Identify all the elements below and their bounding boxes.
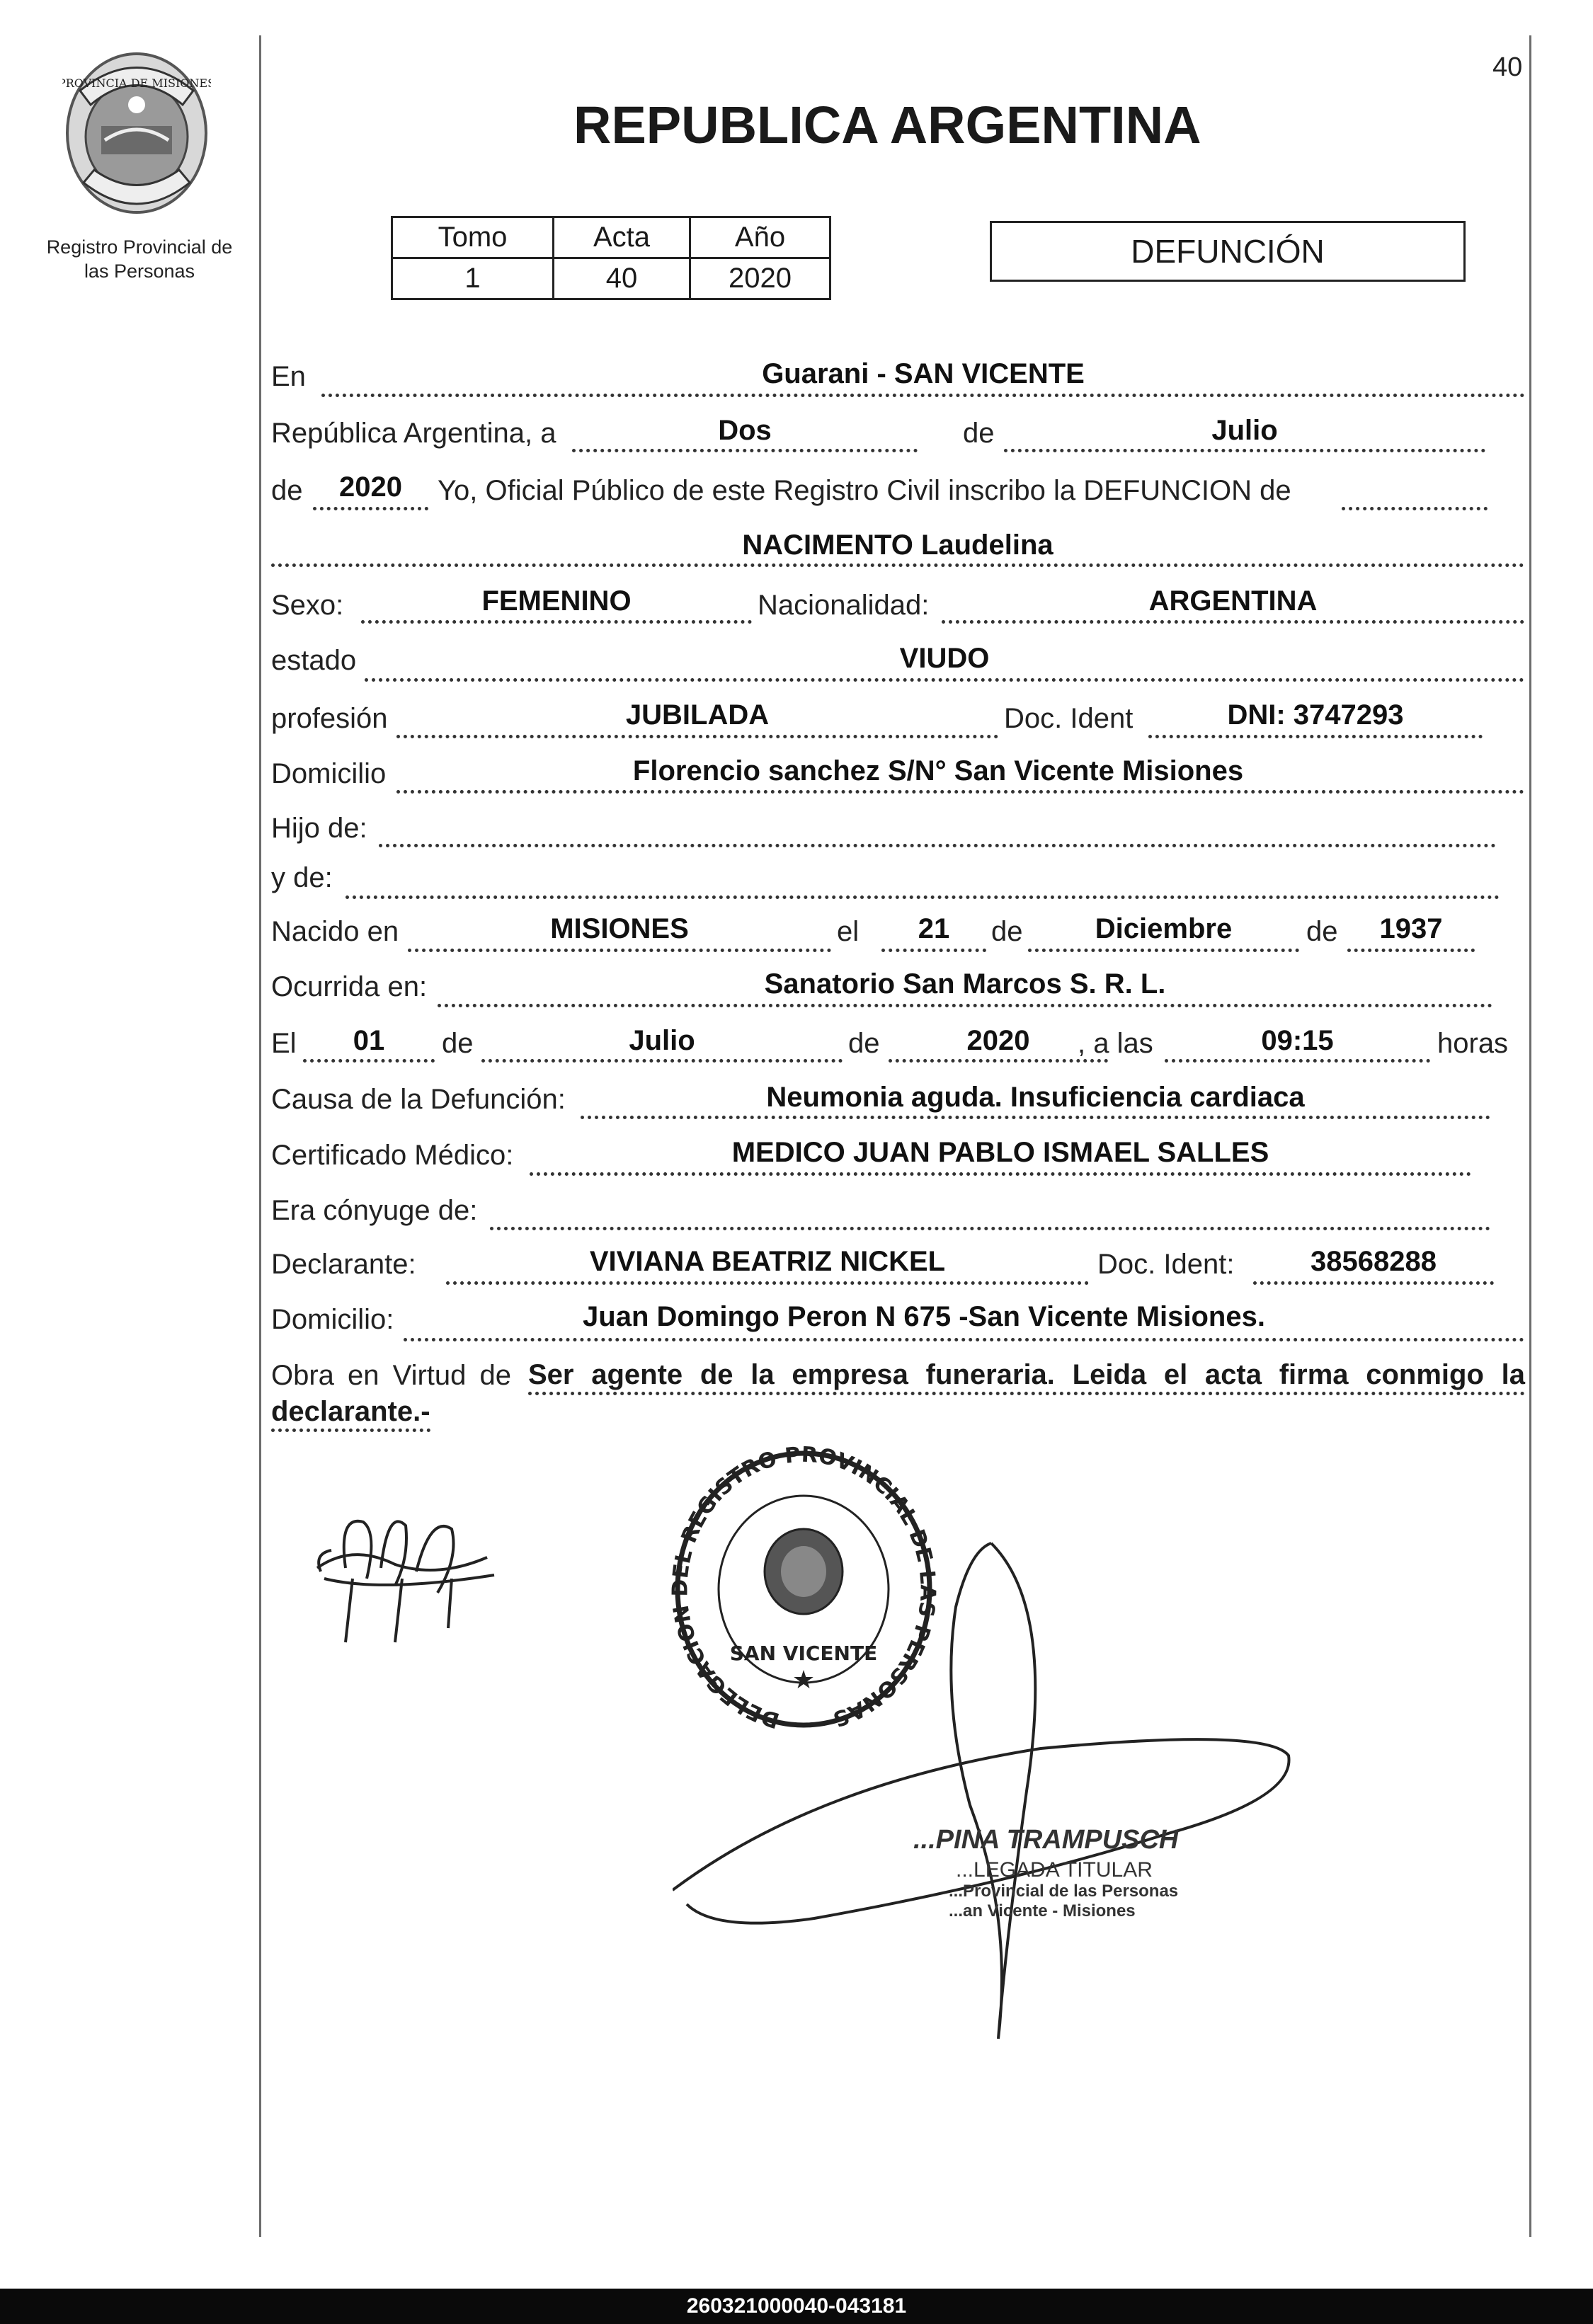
svg-text:SAN VICENTE: SAN VICENTE	[729, 1642, 878, 1665]
official-name: ...PINA TRAMPUSCH	[913, 1825, 1179, 1855]
value-causa: Neumonia aguda. Insuficiencia cardiaca	[766, 1082, 1305, 1113]
value-mes: Julio	[1211, 415, 1278, 446]
registry-name-line1: Registro Provincial de	[46, 236, 233, 258]
label-a-las: , a las	[1078, 1028, 1153, 1059]
value-obra-line1: Ser agente de la empresa funeraria. Leida el acta firma conmigo la	[528, 1361, 1525, 1395]
registry-name-line2: las Personas	[84, 261, 195, 282]
dots-fallec-anio	[889, 1059, 1108, 1063]
svg-text:PROVINCIA DE MISIONES: PROVINCIA DE MISIONES	[62, 76, 211, 90]
label-nacionalidad: Nacionalidad:	[758, 590, 930, 621]
label-en: En	[271, 361, 306, 392]
dots-conyuge	[490, 1227, 1490, 1230]
value-profesion: JUBILADA	[625, 699, 770, 731]
label-certificado: Certificado Médico:	[271, 1140, 514, 1171]
svg-text:DELEGACION DEL REGISTRO PROVIN: DELEGACION DEL REGISTRO PROVINCIAL DE LAS PERSONAS	[669, 1444, 938, 1733]
footer-code: 260321000040-043181	[0, 2289, 1593, 2324]
value-certificado: MEDICO JUAN PABLO ISMAEL SALLES	[731, 1137, 1269, 1168]
dots-domicilio	[396, 790, 1524, 794]
dots-anio	[313, 507, 428, 510]
left-margin-line	[259, 35, 261, 2237]
declarant-signature	[310, 1501, 508, 1649]
dots-nacido-lugar	[408, 949, 831, 952]
dots-ocurrida-en	[438, 1004, 1492, 1007]
right-margin-line	[1529, 35, 1531, 2237]
table-header-acta: Acta	[554, 217, 690, 258]
dots-declarante	[446, 1281, 1089, 1285]
official-title: ...LEGADA TITULAR	[956, 1858, 1153, 1882]
value-nacido-anio: 1937	[1379, 913, 1443, 944]
dots-hijo-de	[379, 844, 1496, 847]
label-de-3: de	[991, 916, 1023, 947]
label-doc-ident: Doc. Ident	[1004, 703, 1134, 734]
dots-trailing-row3	[1342, 507, 1488, 510]
record-table	[391, 216, 831, 300]
value-fallec-hora: 09:15	[1261, 1025, 1334, 1056]
dots-causa	[581, 1116, 1490, 1119]
label-republica: República Argentina, a	[271, 418, 556, 449]
label-de-4: de	[1306, 916, 1338, 947]
dots-declarante-domicilio	[404, 1338, 1524, 1341]
label-nacido-en: Nacido en	[271, 916, 399, 947]
value-dia: Dos	[718, 415, 772, 446]
dots-nacionalidad	[942, 620, 1524, 624]
country-title: REPUBLICA ARGENTINA	[573, 96, 1201, 154]
official-office-line2: ...an Vicente - Misiones	[949, 1901, 1136, 1921]
value-sexo: FEMENINO	[481, 585, 632, 617]
dots-certificado	[530, 1172, 1471, 1176]
label-profesion: profesión	[271, 703, 388, 734]
table-header-tomo: Tomo	[392, 217, 554, 258]
label-domicilio: Domicilio	[271, 758, 387, 789]
value-estado: VIUDO	[899, 643, 990, 674]
dots-fallec-dia	[303, 1059, 435, 1063]
value-declarante-doc: 38568288	[1311, 1246, 1437, 1277]
dots-nombre	[271, 563, 1524, 567]
value-lugar: Guarani - SAN VICENTE	[762, 358, 1085, 389]
dots-dia	[572, 449, 918, 452]
value-nacido-lugar: MISIONES	[550, 913, 689, 944]
label-estado: estado	[271, 645, 357, 676]
table-value-tomo: 1	[392, 258, 554, 299]
label-hijo-de: Hijo de:	[271, 813, 367, 844]
table-value-anio: 2020	[690, 258, 830, 299]
dots-dni	[1148, 735, 1483, 738]
svg-text:★: ★	[792, 1666, 816, 1695]
label-declarante: Declarante:	[271, 1249, 416, 1280]
value-declarante: VIVIANA BEATRIZ NICKEL	[589, 1246, 946, 1277]
dots-y-de	[346, 895, 1500, 899]
page-number: 40	[1492, 52, 1523, 82]
dots-mes	[1004, 449, 1485, 452]
value-nacionalidad: ARGENTINA	[1148, 585, 1318, 617]
label-de-2: de	[271, 475, 303, 506]
label-de-5: de	[442, 1028, 474, 1059]
dots-lugar	[321, 394, 1525, 397]
value-domicilio: Florencio sanchez S/N° San Vicente Misiones	[632, 755, 1244, 786]
dots-fallec-hora	[1165, 1059, 1430, 1063]
value-anio: 2020	[339, 471, 402, 503]
dots-nacido-mes	[1028, 949, 1299, 952]
official-signature	[673, 1522, 1310, 2053]
label-obra: Obra en Virtud de	[271, 1360, 512, 1391]
label-doc-ident-2: Doc. Ident:	[1097, 1249, 1235, 1280]
value-fallec-mes: Julio	[629, 1025, 695, 1056]
label-horas: horas	[1437, 1028, 1509, 1059]
label-el: el	[837, 916, 860, 947]
label-causa: Causa de la Defunción:	[271, 1084, 566, 1115]
dots-profesion	[396, 735, 998, 738]
value-declarante-domicilio: Juan Domingo Peron N 675 -San Vicente Misiones.	[583, 1301, 1265, 1332]
label-domicilio-2: Domicilio:	[271, 1304, 394, 1335]
value-nacido-mes: Diciembre	[1095, 913, 1233, 944]
value-nacido-dia: 21	[918, 913, 950, 944]
table-value-acta: 40	[554, 258, 690, 299]
label-sexo: Sexo:	[271, 590, 344, 621]
label-el-cap: El	[271, 1028, 297, 1059]
label-ocurrida-en: Ocurrida en:	[271, 971, 428, 1002]
value-nombre: NACIMENTO Laudelina	[742, 530, 1054, 561]
label-de-6: de	[848, 1028, 880, 1059]
table-header-anio: Año	[690, 217, 830, 258]
dots-nacido-dia	[881, 949, 986, 952]
label-y-de: y de:	[271, 862, 333, 893]
document-type-box: DEFUNCIÓN	[990, 221, 1466, 282]
dots-fallec-mes	[481, 1059, 843, 1063]
province-seal	[62, 48, 211, 218]
value-fallec-anio: 2020	[966, 1025, 1030, 1056]
dots-estado	[365, 678, 1524, 682]
value-fallec-dia: 01	[353, 1025, 385, 1056]
dots-sexo	[361, 620, 752, 624]
official-office-line1: ...Provincial de las Personas	[949, 1882, 1179, 1901]
label-de-1: de	[963, 418, 995, 449]
dots-nacido-anio	[1347, 949, 1475, 952]
value-dni: DNI: 3747293	[1227, 699, 1404, 731]
label-conyuge: Era cónyuge de:	[271, 1195, 478, 1226]
value-ocurrida-en: Sanatorio San Marcos S. R. L.	[764, 968, 1166, 1000]
value-obra-line2: declarante.-	[271, 1397, 430, 1432]
label-yo-oficial: Yo, Oficial Público de este Registro Civil inscribo la DEFUNCION de	[438, 475, 1291, 506]
dots-declarante-doc	[1253, 1281, 1494, 1285]
